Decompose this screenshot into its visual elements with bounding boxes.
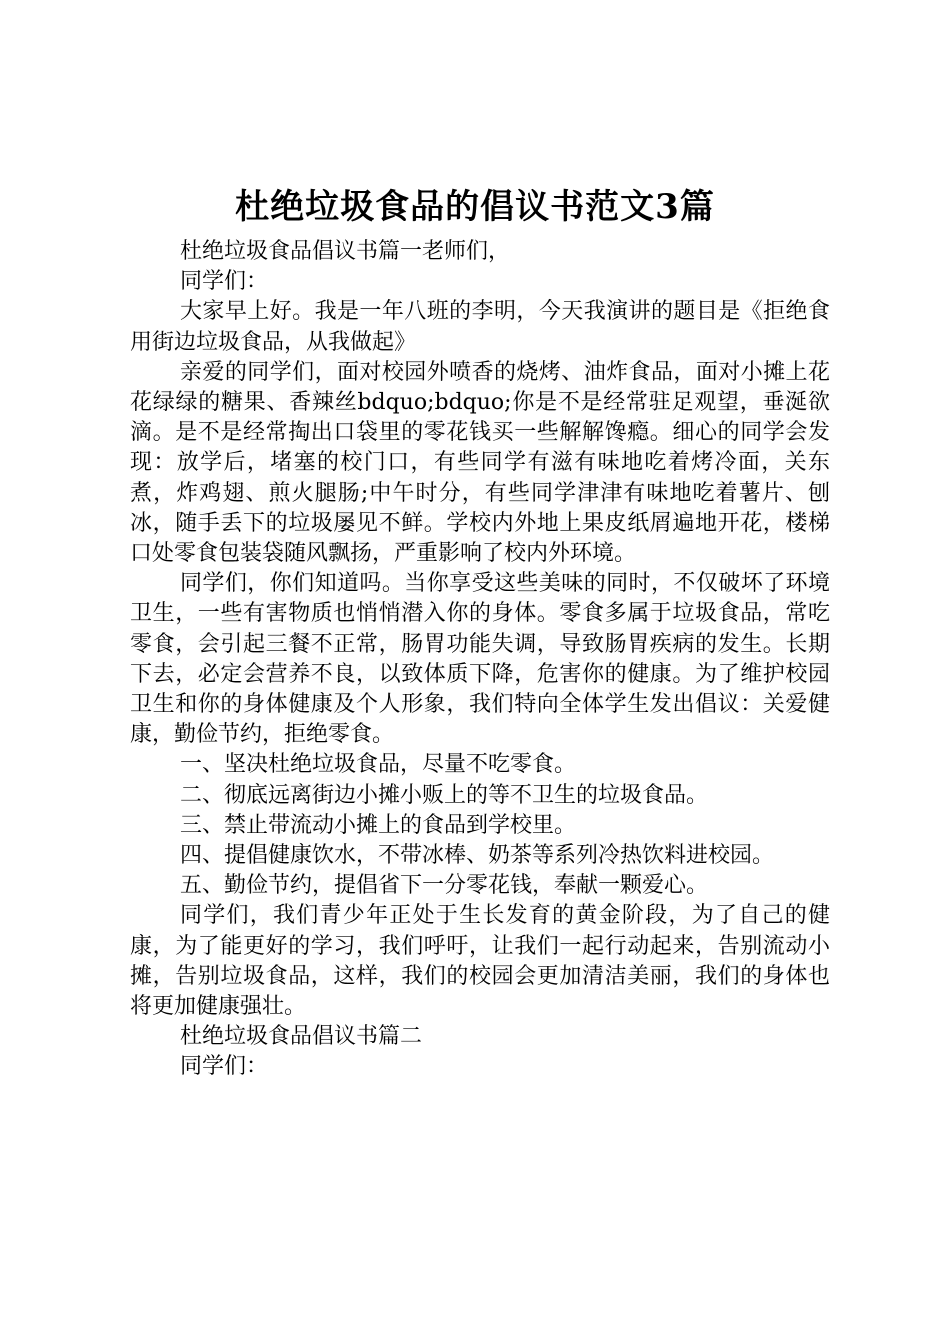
- paragraph: 大家早上好。我是一年八班的李明，今天我演讲的题目是《拒绝食用街边垃圾食品，从我做起》: [130, 299, 830, 355]
- paragraph-salutation-2: 同学们：: [180, 1054, 269, 1080]
- paragraph-heading-1: 杜绝垃圾食品倡议书篇一老师们，: [180, 239, 511, 264]
- document-body: [130, 237, 830, 1083]
- proposal-item-3: 三、禁止带流动小摊上的食品到学校里。: [180, 812, 577, 838]
- proposal-item-4: 四、提倡健康饮水，不带冰棒、奶茶等系列冷热饮料进校园。: [180, 843, 775, 869]
- proposal-item-1: 一、坚决杜绝垃圾食品，尽量不吃零食。: [180, 752, 577, 778]
- paragraph: 亲爱的同学们，面对校园外喷香的烧烤、油炸食品，面对小摊上花花绿绿的糖果、香辣丝bdquo;bdquo;你是不是经常驻足观望，垂涎欲滴。是不是经常掏出口袋里的零花钱买一些解解馋瘾。细心的同学会发现：放学后，堵塞的校门口，有些同学有滋有味地吃着烤冷面，关东煮，炸鸡翅、煎火腿肠;中午时分，有些同学津津有味地吃着薯片、刨冰，随手丢下的垃圾屡见不鲜。学校内外地上果皮纸屑遍地开花，楼梯口处零食包装袋随风飘扬，严重影响了校内外环境。: [130, 359, 830, 567]
- paragraph: 同学们，我们青少年正处于生长发育的黄金阶段，为了自己的健康，为了能更好的学习，我们呼吁，让我们一起行动起来，告别流动小摊，告别垃圾食品，这样，我们的校园会更加清洁美丽，我们的身体也将更加健康强壮。: [130, 903, 830, 1020]
- proposal-item-2: 二、彻底远离街边小摊小贩上的等不卫生的垃圾食品。: [180, 782, 709, 808]
- document-title: 杜绝垃圾食品的倡议书范文3篇: [235, 187, 715, 227]
- paragraph-salutation-1: 同学们：: [180, 269, 269, 295]
- paragraph: 同学们，你们知道吗。当你享受这些美味的同时，不仅破坏了环境卫生，一些有害物质也悄悄潜入你的身体。零食多属于垃圾食品，常吃零食，会引起三餐不正常，肠胃功能失调，导致肠胃疾病的发生。长期下去，必定会营养不良，以致体质下降，危害你的健康。为了维护校园卫生和你的身体健康及个人形象，我们特向全体学生发出倡议：关爱健康，勤俭节约，拒绝零食。: [130, 571, 830, 748]
- paragraph-heading-2: 杜绝垃圾食品倡议书篇二: [180, 1024, 423, 1050]
- proposal-item-5: 五、勤俭节约，提倡省下一分零花钱，奉献一颗爱心。: [180, 873, 709, 899]
